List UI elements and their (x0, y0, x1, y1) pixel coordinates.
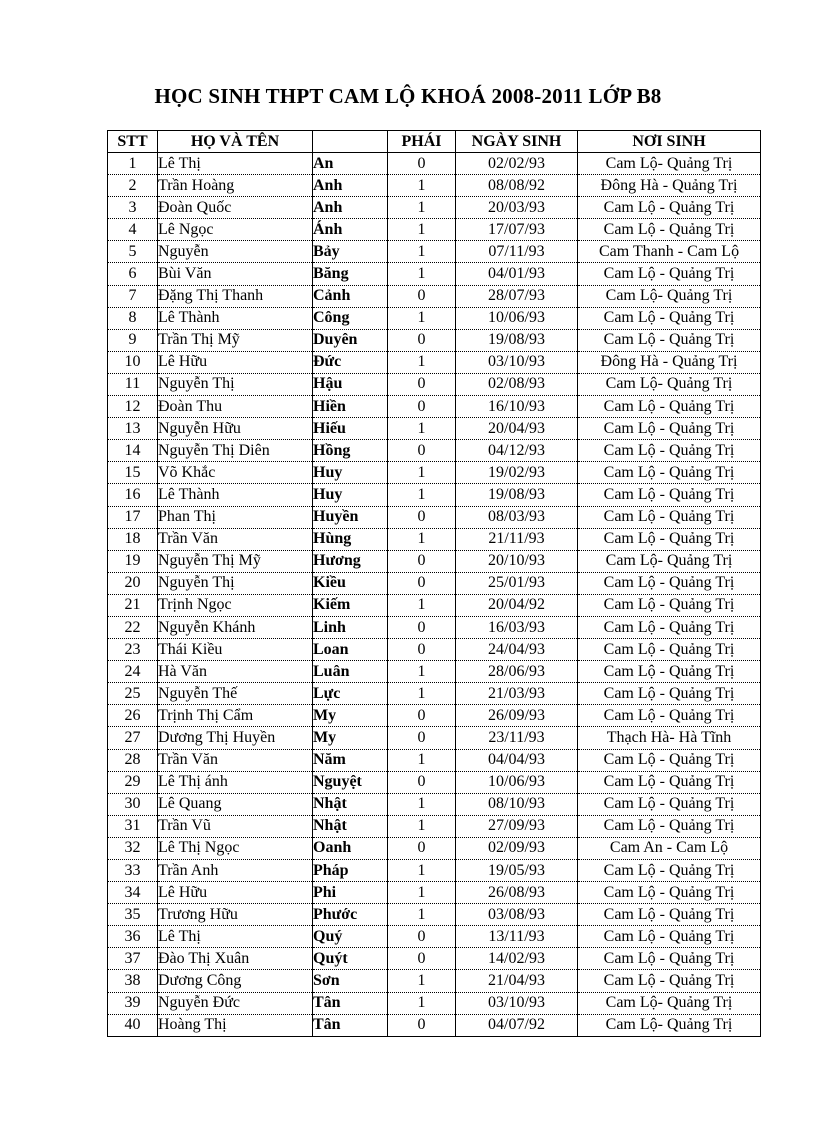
student-sex: 0 (388, 948, 456, 970)
student-given-name: Lực (313, 683, 388, 705)
table-row (108, 285, 761, 307)
student-sex: 1 (388, 528, 456, 550)
table-row (108, 373, 761, 395)
table-row (108, 837, 761, 859)
student-dob: 19/02/93 (456, 462, 578, 484)
student-sex: 0 (388, 550, 456, 572)
table-row (108, 241, 761, 263)
student-given-name: Huy (313, 484, 388, 506)
table-row (108, 484, 761, 506)
student-sex: 0 (388, 572, 456, 594)
student-surname: Lê Quang (158, 793, 313, 815)
table-row (108, 307, 761, 329)
row-number: 40 (108, 1014, 158, 1036)
table-row (108, 815, 761, 837)
row-number: 15 (108, 462, 158, 484)
student-surname: Trịnh Ngọc (158, 594, 313, 616)
student-given-name: An (313, 153, 388, 175)
student-given-name: Nhật (313, 793, 388, 815)
table-row (108, 860, 761, 882)
student-surname: Đặng Thị Thanh (158, 285, 313, 307)
student-surname: Nguyễn (158, 241, 313, 263)
student-dob: 25/01/93 (456, 572, 578, 594)
student-surname: Lê Hữu (158, 882, 313, 904)
student-dob: 24/04/93 (456, 639, 578, 661)
row-number: 3 (108, 197, 158, 219)
student-sex: 1 (388, 307, 456, 329)
student-given-name: My (313, 705, 388, 727)
student-given-name: Loan (313, 639, 388, 661)
student-surname: Nguyễn Thị (158, 572, 313, 594)
student-dob: 26/08/93 (456, 882, 578, 904)
table-row (108, 550, 761, 572)
table-row (108, 705, 761, 727)
student-given-name: Anh (313, 175, 388, 197)
student-birthplace: Cam Lộ - Quảng Trị (578, 948, 761, 970)
student-given-name: Huy (313, 462, 388, 484)
student-given-name: Hiền (313, 396, 388, 418)
student-given-name: Ánh (313, 219, 388, 241)
student-given-name: Hương (313, 550, 388, 572)
student-birthplace: Đông Hà - Quảng Trị (578, 351, 761, 373)
column-header-sex: PHÁI (388, 131, 456, 153)
student-given-name: Huyền (313, 506, 388, 528)
student-given-name: Linh (313, 616, 388, 638)
header-row (108, 131, 761, 153)
student-birthplace: Cam Lộ - Quảng Trị (578, 440, 761, 462)
student-sex: 1 (388, 904, 456, 926)
student-birthplace: Cam Lộ - Quảng Trị (578, 639, 761, 661)
column-header-stt: STT (108, 131, 158, 153)
student-surname: Nguyễn Thế (158, 683, 313, 705)
student-surname: Lê Ngọc (158, 219, 313, 241)
student-dob: 16/10/93 (456, 396, 578, 418)
student-surname: Nguyễn Thị Mỹ (158, 550, 313, 572)
row-number: 10 (108, 351, 158, 373)
student-dob: 10/06/93 (456, 771, 578, 793)
student-given-name: Quý (313, 926, 388, 948)
student-dob: 28/06/93 (456, 661, 578, 683)
student-sex: 0 (388, 705, 456, 727)
table-row (108, 616, 761, 638)
column-header-birthplace: NƠI SINH (578, 131, 761, 153)
student-dob: 19/05/93 (456, 860, 578, 882)
student-birthplace: Cam Lộ - Quảng Trị (578, 970, 761, 992)
row-number: 14 (108, 440, 158, 462)
row-number: 33 (108, 860, 158, 882)
row-number: 36 (108, 926, 158, 948)
row-number: 20 (108, 572, 158, 594)
student-dob: 03/10/93 (456, 351, 578, 373)
student-surname: Lê Thành (158, 307, 313, 329)
student-surname: Hoàng Thị (158, 1014, 313, 1036)
row-number: 23 (108, 639, 158, 661)
student-surname: Lê Thành (158, 484, 313, 506)
table-row (108, 528, 761, 550)
row-number: 1 (108, 153, 158, 175)
table-row (108, 683, 761, 705)
student-birthplace: Cam Lộ - Quảng Trị (578, 572, 761, 594)
table-row (108, 506, 761, 528)
student-birthplace: Cam Lộ - Quảng Trị (578, 616, 761, 638)
row-number: 13 (108, 418, 158, 440)
student-given-name: Duyên (313, 329, 388, 351)
student-birthplace: Cam Lộ - Quảng Trị (578, 462, 761, 484)
student-sex: 0 (388, 616, 456, 638)
student-birthplace: Cam Lộ- Quảng Trị (578, 992, 761, 1014)
student-given-name: Luân (313, 661, 388, 683)
student-sex: 0 (388, 285, 456, 307)
student-dob: 20/04/93 (456, 418, 578, 440)
table-row (108, 329, 761, 351)
student-surname: Lê Thị (158, 926, 313, 948)
student-surname: Nguyễn Khánh (158, 616, 313, 638)
table-row (108, 639, 761, 661)
student-sex: 0 (388, 926, 456, 948)
student-sex: 0 (388, 506, 456, 528)
student-birthplace: Cam Thanh - Cam Lộ (578, 241, 761, 263)
row-number: 24 (108, 661, 158, 683)
student-given-name: Hiếu (313, 418, 388, 440)
student-birthplace: Cam Lộ - Quảng Trị (578, 263, 761, 285)
row-number: 34 (108, 882, 158, 904)
student-birthplace: Cam Lộ - Quảng Trị (578, 329, 761, 351)
table-row (108, 882, 761, 904)
student-surname: Hà Văn (158, 661, 313, 683)
row-number: 26 (108, 705, 158, 727)
table-row (108, 904, 761, 926)
student-given-name: Nhật (313, 815, 388, 837)
student-given-name: Hùng (313, 528, 388, 550)
student-birthplace: Cam Lộ - Quảng Trị (578, 594, 761, 616)
student-surname: Trần Vũ (158, 815, 313, 837)
student-sex: 1 (388, 241, 456, 263)
row-number: 5 (108, 241, 158, 263)
student-birthplace: Cam Lộ - Quảng Trị (578, 860, 761, 882)
student-given-name: Nguyệt (313, 771, 388, 793)
student-birthplace: Cam Lộ - Quảng Trị (578, 771, 761, 793)
student-surname: Trần Văn (158, 528, 313, 550)
student-given-name: My (313, 727, 388, 749)
student-birthplace: Cam Lộ - Quảng Trị (578, 484, 761, 506)
table-row (108, 219, 761, 241)
row-number: 28 (108, 749, 158, 771)
student-given-name: Kiều (313, 572, 388, 594)
student-sex: 0 (388, 440, 456, 462)
table-row (108, 418, 761, 440)
student-birthplace: Cam Lộ - Quảng Trị (578, 815, 761, 837)
student-birthplace: Cam Lộ - Quảng Trị (578, 528, 761, 550)
student-birthplace: Cam Lộ - Quảng Trị (578, 506, 761, 528)
student-given-name: Kiếm (313, 594, 388, 616)
student-sex: 1 (388, 815, 456, 837)
student-birthplace: Cam Lộ- Quảng Trị (578, 373, 761, 395)
column-header-given-name (313, 131, 388, 153)
student-sex: 1 (388, 351, 456, 373)
student-birthplace: Cam Lộ - Quảng Trị (578, 882, 761, 904)
table-row (108, 572, 761, 594)
row-number: 8 (108, 307, 158, 329)
student-sex: 0 (388, 329, 456, 351)
student-surname: Thái Kiều (158, 639, 313, 661)
student-surname: Trần Văn (158, 749, 313, 771)
student-sex: 0 (388, 153, 456, 175)
student-dob: 28/07/93 (456, 285, 578, 307)
table-row (108, 462, 761, 484)
student-dob: 17/07/93 (456, 219, 578, 241)
table-row (108, 661, 761, 683)
table-row (108, 153, 761, 175)
student-given-name: Công (313, 307, 388, 329)
student-sex: 0 (388, 771, 456, 793)
student-sex: 0 (388, 837, 456, 859)
student-birthplace: Cam Lộ - Quảng Trị (578, 749, 761, 771)
student-sex: 1 (388, 661, 456, 683)
student-sex: 0 (388, 639, 456, 661)
student-surname: Nguyễn Hữu (158, 418, 313, 440)
student-surname: Dương Công (158, 970, 313, 992)
row-number: 30 (108, 793, 158, 815)
student-dob: 26/09/93 (456, 705, 578, 727)
student-birthplace: Cam Lộ- Quảng Trị (578, 1014, 761, 1036)
student-dob: 04/07/92 (456, 1014, 578, 1036)
student-dob: 02/09/93 (456, 837, 578, 859)
student-given-name: Pháp (313, 860, 388, 882)
column-header-dob: NGÀY SINH (456, 131, 578, 153)
student-surname: Đoàn Thu (158, 396, 313, 418)
student-given-name: Hậu (313, 373, 388, 395)
student-sex: 1 (388, 992, 456, 1014)
student-given-name: Cảnh (313, 285, 388, 307)
row-number: 18 (108, 528, 158, 550)
student-sex: 1 (388, 462, 456, 484)
student-sex: 1 (388, 882, 456, 904)
row-number: 2 (108, 175, 158, 197)
student-sex: 1 (388, 683, 456, 705)
row-number: 32 (108, 837, 158, 859)
table-row (108, 594, 761, 616)
row-number: 35 (108, 904, 158, 926)
student-dob: 04/04/93 (456, 749, 578, 771)
student-sex: 1 (388, 749, 456, 771)
student-dob: 03/10/93 (456, 992, 578, 1014)
student-dob: 21/03/93 (456, 683, 578, 705)
row-number: 21 (108, 594, 158, 616)
student-birthplace: Thạch Hà- Hà Tĩnh (578, 727, 761, 749)
student-birthplace: Cam Lộ - Quảng Trị (578, 418, 761, 440)
table-row (108, 749, 761, 771)
student-sex: 1 (388, 970, 456, 992)
student-birthplace: Cam Lộ - Quảng Trị (578, 926, 761, 948)
student-dob: 10/06/93 (456, 307, 578, 329)
student-given-name: Oanh (313, 837, 388, 859)
student-surname: Trương Hữu (158, 904, 313, 926)
row-number: 17 (108, 506, 158, 528)
student-surname: Trịnh Thị Cẩm (158, 705, 313, 727)
student-table (107, 130, 761, 1037)
table-row (108, 351, 761, 373)
column-header-fullname: HỌ VÀ TÊN (158, 131, 313, 153)
student-sex: 1 (388, 484, 456, 506)
table-row (108, 926, 761, 948)
student-dob: 08/03/93 (456, 506, 578, 528)
table-row (108, 992, 761, 1014)
student-surname: Trần Anh (158, 860, 313, 882)
student-surname: Lê Thị (158, 153, 313, 175)
student-dob: 21/04/93 (456, 970, 578, 992)
student-given-name: Phước (313, 904, 388, 926)
table-row (108, 396, 761, 418)
row-number: 39 (108, 992, 158, 1014)
student-dob: 19/08/93 (456, 484, 578, 506)
student-given-name: Hồng (313, 440, 388, 462)
table-header (108, 131, 761, 153)
student-surname: Trần Hoàng (158, 175, 313, 197)
student-surname: Nguyễn Thị Diên (158, 440, 313, 462)
student-dob: 02/02/93 (456, 153, 578, 175)
student-dob: 03/08/93 (456, 904, 578, 926)
student-sex: 1 (388, 594, 456, 616)
row-number: 19 (108, 550, 158, 572)
table-row (108, 948, 761, 970)
student-dob: 08/08/92 (456, 175, 578, 197)
student-sex: 0 (388, 373, 456, 395)
student-surname: Phan Thị (158, 506, 313, 528)
table-row (108, 771, 761, 793)
student-birthplace: Cam Lộ - Quảng Trị (578, 396, 761, 418)
student-surname: Đoàn Quốc (158, 197, 313, 219)
student-given-name: Năm (313, 749, 388, 771)
student-dob: 02/08/93 (456, 373, 578, 395)
student-dob: 20/10/93 (456, 550, 578, 572)
student-dob: 19/08/93 (456, 329, 578, 351)
table-row (108, 793, 761, 815)
student-surname: Bùi Văn (158, 263, 313, 285)
student-birthplace: Cam Lộ - Quảng Trị (578, 197, 761, 219)
table-row (108, 970, 761, 992)
student-birthplace: Cam Lộ - Quảng Trị (578, 904, 761, 926)
table-row (108, 727, 761, 749)
student-birthplace: Cam Lộ- Quảng Trị (578, 285, 761, 307)
row-number: 38 (108, 970, 158, 992)
student-sex: 0 (388, 396, 456, 418)
student-dob: 20/03/93 (456, 197, 578, 219)
student-sex: 1 (388, 263, 456, 285)
student-given-name: Sơn (313, 970, 388, 992)
student-sex: 1 (388, 197, 456, 219)
student-given-name: Anh (313, 197, 388, 219)
student-surname: Lê Hữu (158, 351, 313, 373)
student-surname: Đào Thị Xuân (158, 948, 313, 970)
student-sex: 0 (388, 727, 456, 749)
student-dob: 13/11/93 (456, 926, 578, 948)
table-row (108, 197, 761, 219)
row-number: 9 (108, 329, 158, 351)
table-row (108, 1014, 761, 1036)
student-dob: 16/03/93 (456, 616, 578, 638)
row-number: 6 (108, 263, 158, 285)
student-dob: 20/04/92 (456, 594, 578, 616)
student-dob: 27/09/93 (456, 815, 578, 837)
row-number: 27 (108, 727, 158, 749)
student-given-name: Bảy (313, 241, 388, 263)
student-sex: 0 (388, 1014, 456, 1036)
student-surname: Lê Thị Ngọc (158, 837, 313, 859)
student-birthplace: Cam Lộ- Quảng Trị (578, 153, 761, 175)
student-given-name: Quýt (313, 948, 388, 970)
student-sex: 1 (388, 219, 456, 241)
row-number: 22 (108, 616, 158, 638)
student-birthplace: Cam Lộ - Quảng Trị (578, 705, 761, 727)
student-sex: 1 (388, 418, 456, 440)
student-birthplace: Cam Lộ - Quảng Trị (578, 219, 761, 241)
student-birthplace: Cam Lộ- Quảng Trị (578, 550, 761, 572)
student-dob: 08/10/93 (456, 793, 578, 815)
row-number: 37 (108, 948, 158, 970)
row-number: 29 (108, 771, 158, 793)
row-number: 12 (108, 396, 158, 418)
student-sex: 1 (388, 175, 456, 197)
student-surname: Lê Thị ánh (158, 771, 313, 793)
student-dob: 21/11/93 (456, 528, 578, 550)
row-number: 25 (108, 683, 158, 705)
student-birthplace: Đông Hà - Quảng Trị (578, 175, 761, 197)
student-surname: Trần Thị Mỹ (158, 329, 313, 351)
student-birthplace: Cam Lộ - Quảng Trị (578, 683, 761, 705)
student-birthplace: Cam An - Cam Lộ (578, 837, 761, 859)
student-surname: Nguyễn Thị (158, 373, 313, 395)
student-given-name: Phi (313, 882, 388, 904)
student-dob: 07/11/93 (456, 241, 578, 263)
student-given-name: Băng (313, 263, 388, 285)
table-body (108, 153, 761, 1037)
student-sex: 1 (388, 860, 456, 882)
student-given-name: Tân (313, 1014, 388, 1036)
student-surname: Nguyễn Đức (158, 992, 313, 1014)
row-number: 7 (108, 285, 158, 307)
table-row (108, 175, 761, 197)
student-birthplace: Cam Lộ - Quảng Trị (578, 307, 761, 329)
row-number: 31 (108, 815, 158, 837)
table-row (108, 263, 761, 285)
student-surname: Dương Thị Huyền (158, 727, 313, 749)
row-number: 4 (108, 219, 158, 241)
row-number: 11 (108, 373, 158, 395)
student-dob: 14/02/93 (456, 948, 578, 970)
student-birthplace: Cam Lộ - Quảng Trị (578, 661, 761, 683)
table-row (108, 440, 761, 462)
student-dob: 04/12/93 (456, 440, 578, 462)
student-given-name: Đức (313, 351, 388, 373)
row-number: 16 (108, 484, 158, 506)
student-sex: 1 (388, 793, 456, 815)
student-given-name: Tân (313, 992, 388, 1014)
student-dob: 04/01/93 (456, 263, 578, 285)
page-title: HỌC SINH THPT CAM LỘ KHOÁ 2008-2011 LỚP B8 (154, 84, 662, 108)
student-birthplace: Cam Lộ - Quảng Trị (578, 793, 761, 815)
student-surname: Võ Khắc (158, 462, 313, 484)
student-dob: 23/11/93 (456, 727, 578, 749)
